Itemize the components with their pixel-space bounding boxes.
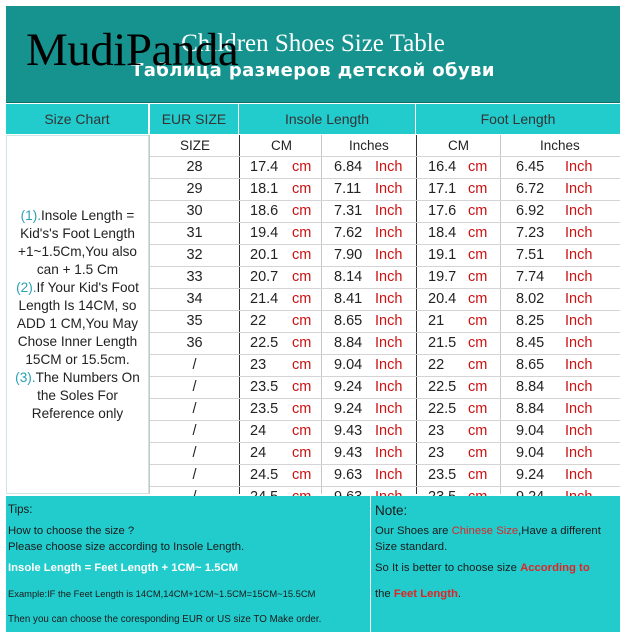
cell-insole-inches: 8.41 — [334, 291, 363, 307]
note-line-2: Size standard. — [375, 541, 448, 553]
cell-insole-cm: 24.5 — [250, 467, 279, 483]
note-text-2: If Your Kid's Foot Length Is 14CM, so ADD 1 CM,You May Chose Inner Length 15CM or 15.5cm. — [16, 279, 139, 367]
cell-foot-inches: 9.24 — [516, 467, 545, 483]
unit-inch: Inch — [565, 159, 593, 175]
table-row — [150, 289, 620, 311]
unit-cm: cm — [468, 203, 488, 219]
unit-inch: Inch — [375, 225, 403, 241]
note-line-1-tail: ,Have a different — [518, 525, 601, 537]
unit-inch: Inch — [565, 181, 593, 197]
unit-cm: cm — [292, 291, 312, 307]
tips-line-1: How to choose the size ? — [8, 525, 135, 537]
cell-eur-size: 32 — [186, 247, 203, 263]
unit-inch: Inch — [565, 401, 593, 417]
unit-inch: Inch — [375, 291, 403, 307]
table-row — [150, 245, 620, 267]
cell-foot-cm: 21.5 — [428, 335, 457, 351]
unit-cm: cm — [292, 225, 312, 241]
cell-insole-cm: 23 — [250, 357, 267, 373]
unit-inch: Inch — [375, 357, 403, 373]
unit-inch: Inch — [375, 203, 403, 219]
cell-insole-inches: 7.31 — [334, 203, 363, 219]
cell-insole-cm: 23.5 — [250, 379, 279, 395]
unit-inch: Inch — [565, 357, 593, 373]
cell-foot-cm: 23 — [428, 423, 445, 439]
feet-length-highlight: Feet Length — [393, 588, 458, 600]
cell-eur-size: 36 — [186, 335, 203, 351]
header-insole-length: Insole Length — [239, 104, 416, 134]
table-row — [150, 157, 620, 179]
cell-foot-cm: 23.5 — [428, 467, 457, 483]
cell-foot-inches: 8.84 — [516, 379, 545, 395]
unit-cm: cm — [292, 423, 312, 439]
unit-inch: Inch — [375, 313, 403, 329]
unit-cm: cm — [292, 159, 312, 175]
cell-insole-cm: 21.4 — [250, 291, 279, 307]
unit-cm: cm — [468, 445, 488, 461]
cell-insole-inches: 8.14 — [334, 269, 363, 285]
unit-cm: cm — [468, 467, 488, 483]
unit-cm: cm — [468, 291, 488, 307]
table-row — [150, 223, 620, 245]
cell-eur-size: 33 — [186, 269, 203, 285]
table-row — [150, 179, 620, 201]
note-number-1: (1). — [20, 207, 42, 223]
cell-foot-cm: 17.6 — [428, 203, 457, 219]
header-foot-length: Foot Length — [416, 104, 620, 134]
cell-insole-inches: 9.04 — [334, 357, 363, 373]
tips-line-2: Please choose size according to Insole Length. — [8, 541, 245, 553]
unit-cm: cm — [292, 357, 312, 373]
cell-eur-size: / — [192, 379, 197, 395]
unit-cm: cm — [292, 313, 312, 329]
cell-insole-cm: 19.4 — [250, 225, 279, 241]
unit-inch: Inch — [565, 291, 593, 307]
unit-cm: cm — [292, 203, 312, 219]
unit-cm: cm — [468, 159, 488, 175]
table-row — [150, 465, 620, 487]
cell-eur-size: / — [192, 401, 197, 417]
unit-cm: cm — [468, 357, 488, 373]
cell-eur-size: 30 — [186, 203, 203, 219]
unit-cm: cm — [468, 269, 488, 285]
unit-inch: Inch — [565, 423, 593, 439]
cell-foot-inches: 7.74 — [516, 269, 545, 285]
unit-inch: Inch — [565, 269, 593, 285]
note-line-3-text: So It is better to choose size — [375, 562, 521, 574]
cell-insole-inches: 9.43 — [334, 423, 363, 439]
note-text-3: The Numbers On the Soles For Reference only — [31, 369, 140, 421]
tips-formula: Insole Length = Feet Length + 1CM~ 1.5CM — [8, 562, 239, 574]
note-panel — [371, 496, 620, 632]
unit-cm: cm — [468, 247, 488, 263]
subheader-row — [150, 135, 620, 157]
cell-foot-inches: 9.04 — [516, 445, 545, 461]
cell-insole-inches: 8.84 — [334, 335, 363, 351]
note-line-1 — [375, 525, 601, 537]
note-line-1-text: Our Shoes are — [375, 525, 452, 537]
unit-cm: cm — [468, 181, 488, 197]
cell-insole-cm: 20.1 — [250, 247, 279, 263]
unit-cm: cm — [292, 445, 312, 461]
unit-inch: Inch — [565, 445, 593, 461]
cell-foot-inches: 9.04 — [516, 423, 545, 439]
title-banner — [6, 6, 620, 103]
unit-cm: cm — [292, 335, 312, 351]
note-line-4 — [375, 588, 461, 600]
cell-insole-inches: 7.62 — [334, 225, 363, 241]
cell-foot-cm: 19.1 — [428, 247, 457, 263]
cell-insole-inches: 7.11 — [334, 181, 362, 197]
cell-foot-cm: 16.4 — [428, 159, 457, 175]
tips-panel — [6, 496, 370, 632]
note-line-4-tail: . — [457, 588, 461, 600]
cell-insole-cm: 22.5 — [250, 335, 279, 351]
cell-insole-cm: 24 — [250, 423, 267, 439]
cell-eur-size: / — [192, 445, 197, 461]
cell-foot-cm: 22 — [428, 357, 445, 373]
cell-insole-inches: 9.24 — [334, 379, 363, 395]
cell-insole-cm: 18.6 — [250, 203, 279, 219]
unit-inch: Inch — [375, 335, 403, 351]
cell-foot-cm: 18.4 — [428, 225, 457, 241]
unit-inch: Inch — [375, 423, 403, 439]
cell-foot-cm: 20.4 — [428, 291, 457, 307]
according-to-highlight: According to — [520, 562, 590, 574]
subheader-insole-inches: Inches — [349, 138, 389, 153]
cell-eur-size: / — [192, 357, 197, 373]
table-row — [150, 399, 620, 421]
cell-foot-inches: 8.25 — [516, 313, 545, 329]
table-row — [150, 311, 620, 333]
cell-eur-size: 34 — [186, 291, 203, 307]
cell-insole-cm: 22 — [250, 313, 267, 329]
cell-foot-cm: 22.5 — [428, 401, 457, 417]
unit-inch: Inch — [565, 247, 593, 263]
unit-inch: Inch — [375, 247, 403, 263]
title-russian: Таблица размеров детской обуви — [131, 60, 495, 81]
cell-eur-size: 29 — [186, 181, 203, 197]
cell-insole-inches: 8.65 — [334, 313, 363, 329]
unit-cm: cm — [468, 379, 488, 395]
subheader-foot-inches: Inches — [540, 138, 580, 153]
note-label: Note: — [375, 503, 408, 518]
header-eur-size: EUR SIZE — [150, 104, 239, 134]
unit-inch: Inch — [375, 445, 403, 461]
unit-inch: Inch — [375, 467, 403, 483]
cell-foot-inches: 7.23 — [516, 225, 545, 241]
cell-foot-inches: 8.65 — [516, 357, 545, 373]
cell-insole-cm: 18.1 — [250, 181, 279, 197]
brand-logo-text: MudiPanda — [26, 24, 239, 76]
cell-eur-size: 35 — [186, 313, 203, 329]
cell-insole-inches: 7.90 — [334, 247, 363, 263]
unit-inch: Inch — [565, 335, 593, 351]
note-line-4-text: the — [375, 588, 394, 600]
cell-foot-inches: 8.45 — [516, 335, 545, 351]
cell-eur-size: 31 — [186, 225, 203, 241]
cell-insole-inches: 9.63 — [334, 467, 363, 483]
unit-cm: cm — [468, 423, 488, 439]
cell-insole-cm: 24 — [250, 445, 267, 461]
note-line-3 — [375, 562, 590, 574]
table-row — [150, 421, 620, 443]
cell-foot-cm: 19.7 — [428, 269, 457, 285]
cell-insole-inches: 6.84 — [334, 159, 363, 175]
cell-foot-inches: 8.02 — [516, 291, 545, 307]
cell-insole-cm: 17.4 — [250, 159, 279, 175]
cell-foot-inches: 6.45 — [516, 159, 545, 175]
unit-cm: cm — [468, 335, 488, 351]
unit-inch: Inch — [565, 225, 593, 241]
unit-cm: cm — [468, 401, 488, 417]
table-row — [150, 355, 620, 377]
note-text-1: Insole Length = Kid's's Foot Length +1~1.5Cm,You also can + 1.5 Cm — [18, 207, 137, 277]
table-row — [150, 333, 620, 355]
chinese-size-highlight: Chinese Size — [451, 525, 519, 537]
cell-foot-cm: 22.5 — [428, 379, 457, 395]
cell-foot-cm: 17.1 — [428, 181, 457, 197]
cell-eur-size: 28 — [186, 159, 203, 175]
unit-cm: cm — [292, 269, 312, 285]
unit-inch: Inch — [565, 203, 593, 219]
unit-inch: Inch — [375, 269, 403, 285]
cell-foot-inches: 6.92 — [516, 203, 545, 219]
unit-inch: Inch — [375, 159, 403, 175]
header-size-chart: Size Chart — [6, 104, 149, 134]
cell-foot-inches: 7.51 — [516, 247, 545, 263]
subheader-foot-cm: CM — [448, 138, 469, 153]
cell-eur-size: / — [192, 467, 197, 483]
tips-label: Tips: — [8, 504, 33, 516]
subheader-insole-cm: CM — [271, 138, 292, 153]
unit-cm: cm — [292, 401, 312, 417]
cell-foot-inches: 6.72 — [516, 181, 545, 197]
tips-last-line: Then you can choose the coresponding EUR or US size TO Make order. — [8, 614, 322, 625]
cell-insole-cm: 20.7 — [250, 269, 279, 285]
note-number-2: (2). — [16, 279, 37, 295]
unit-cm: cm — [468, 225, 488, 241]
table-row — [150, 443, 620, 465]
size-chart-description — [6, 135, 149, 494]
unit-inch: Inch — [565, 467, 593, 483]
title-english: Children Shoes Size Table — [181, 30, 445, 57]
cell-foot-cm: 21 — [428, 313, 445, 329]
tips-example: Example:IF the Feet Length is 14CM,14CM+1CM~1.5CM=15CM~15.5CM — [8, 588, 316, 599]
unit-inch: Inch — [375, 401, 403, 417]
cell-insole-cm: 23.5 — [250, 401, 279, 417]
subheader-size: SIZE — [180, 138, 211, 153]
unit-cm: cm — [468, 313, 488, 329]
unit-cm: cm — [292, 181, 312, 197]
cell-insole-inches: 9.43 — [334, 445, 363, 461]
unit-inch: Inch — [375, 379, 403, 395]
unit-inch: Inch — [375, 181, 403, 197]
cell-eur-size: / — [192, 423, 197, 439]
unit-inch: Inch — [565, 313, 593, 329]
note-number-3: (3). — [15, 369, 36, 385]
unit-cm: cm — [292, 467, 312, 483]
unit-inch: Inch — [565, 379, 593, 395]
table-row — [150, 201, 620, 223]
size-table — [150, 135, 620, 509]
cell-foot-cm: 23 — [428, 445, 445, 461]
table-row — [150, 267, 620, 289]
unit-cm: cm — [292, 247, 312, 263]
unit-cm: cm — [292, 379, 312, 395]
table-row — [150, 377, 620, 399]
cell-foot-inches: 8.84 — [516, 401, 545, 417]
cell-insole-inches: 9.24 — [334, 401, 363, 417]
